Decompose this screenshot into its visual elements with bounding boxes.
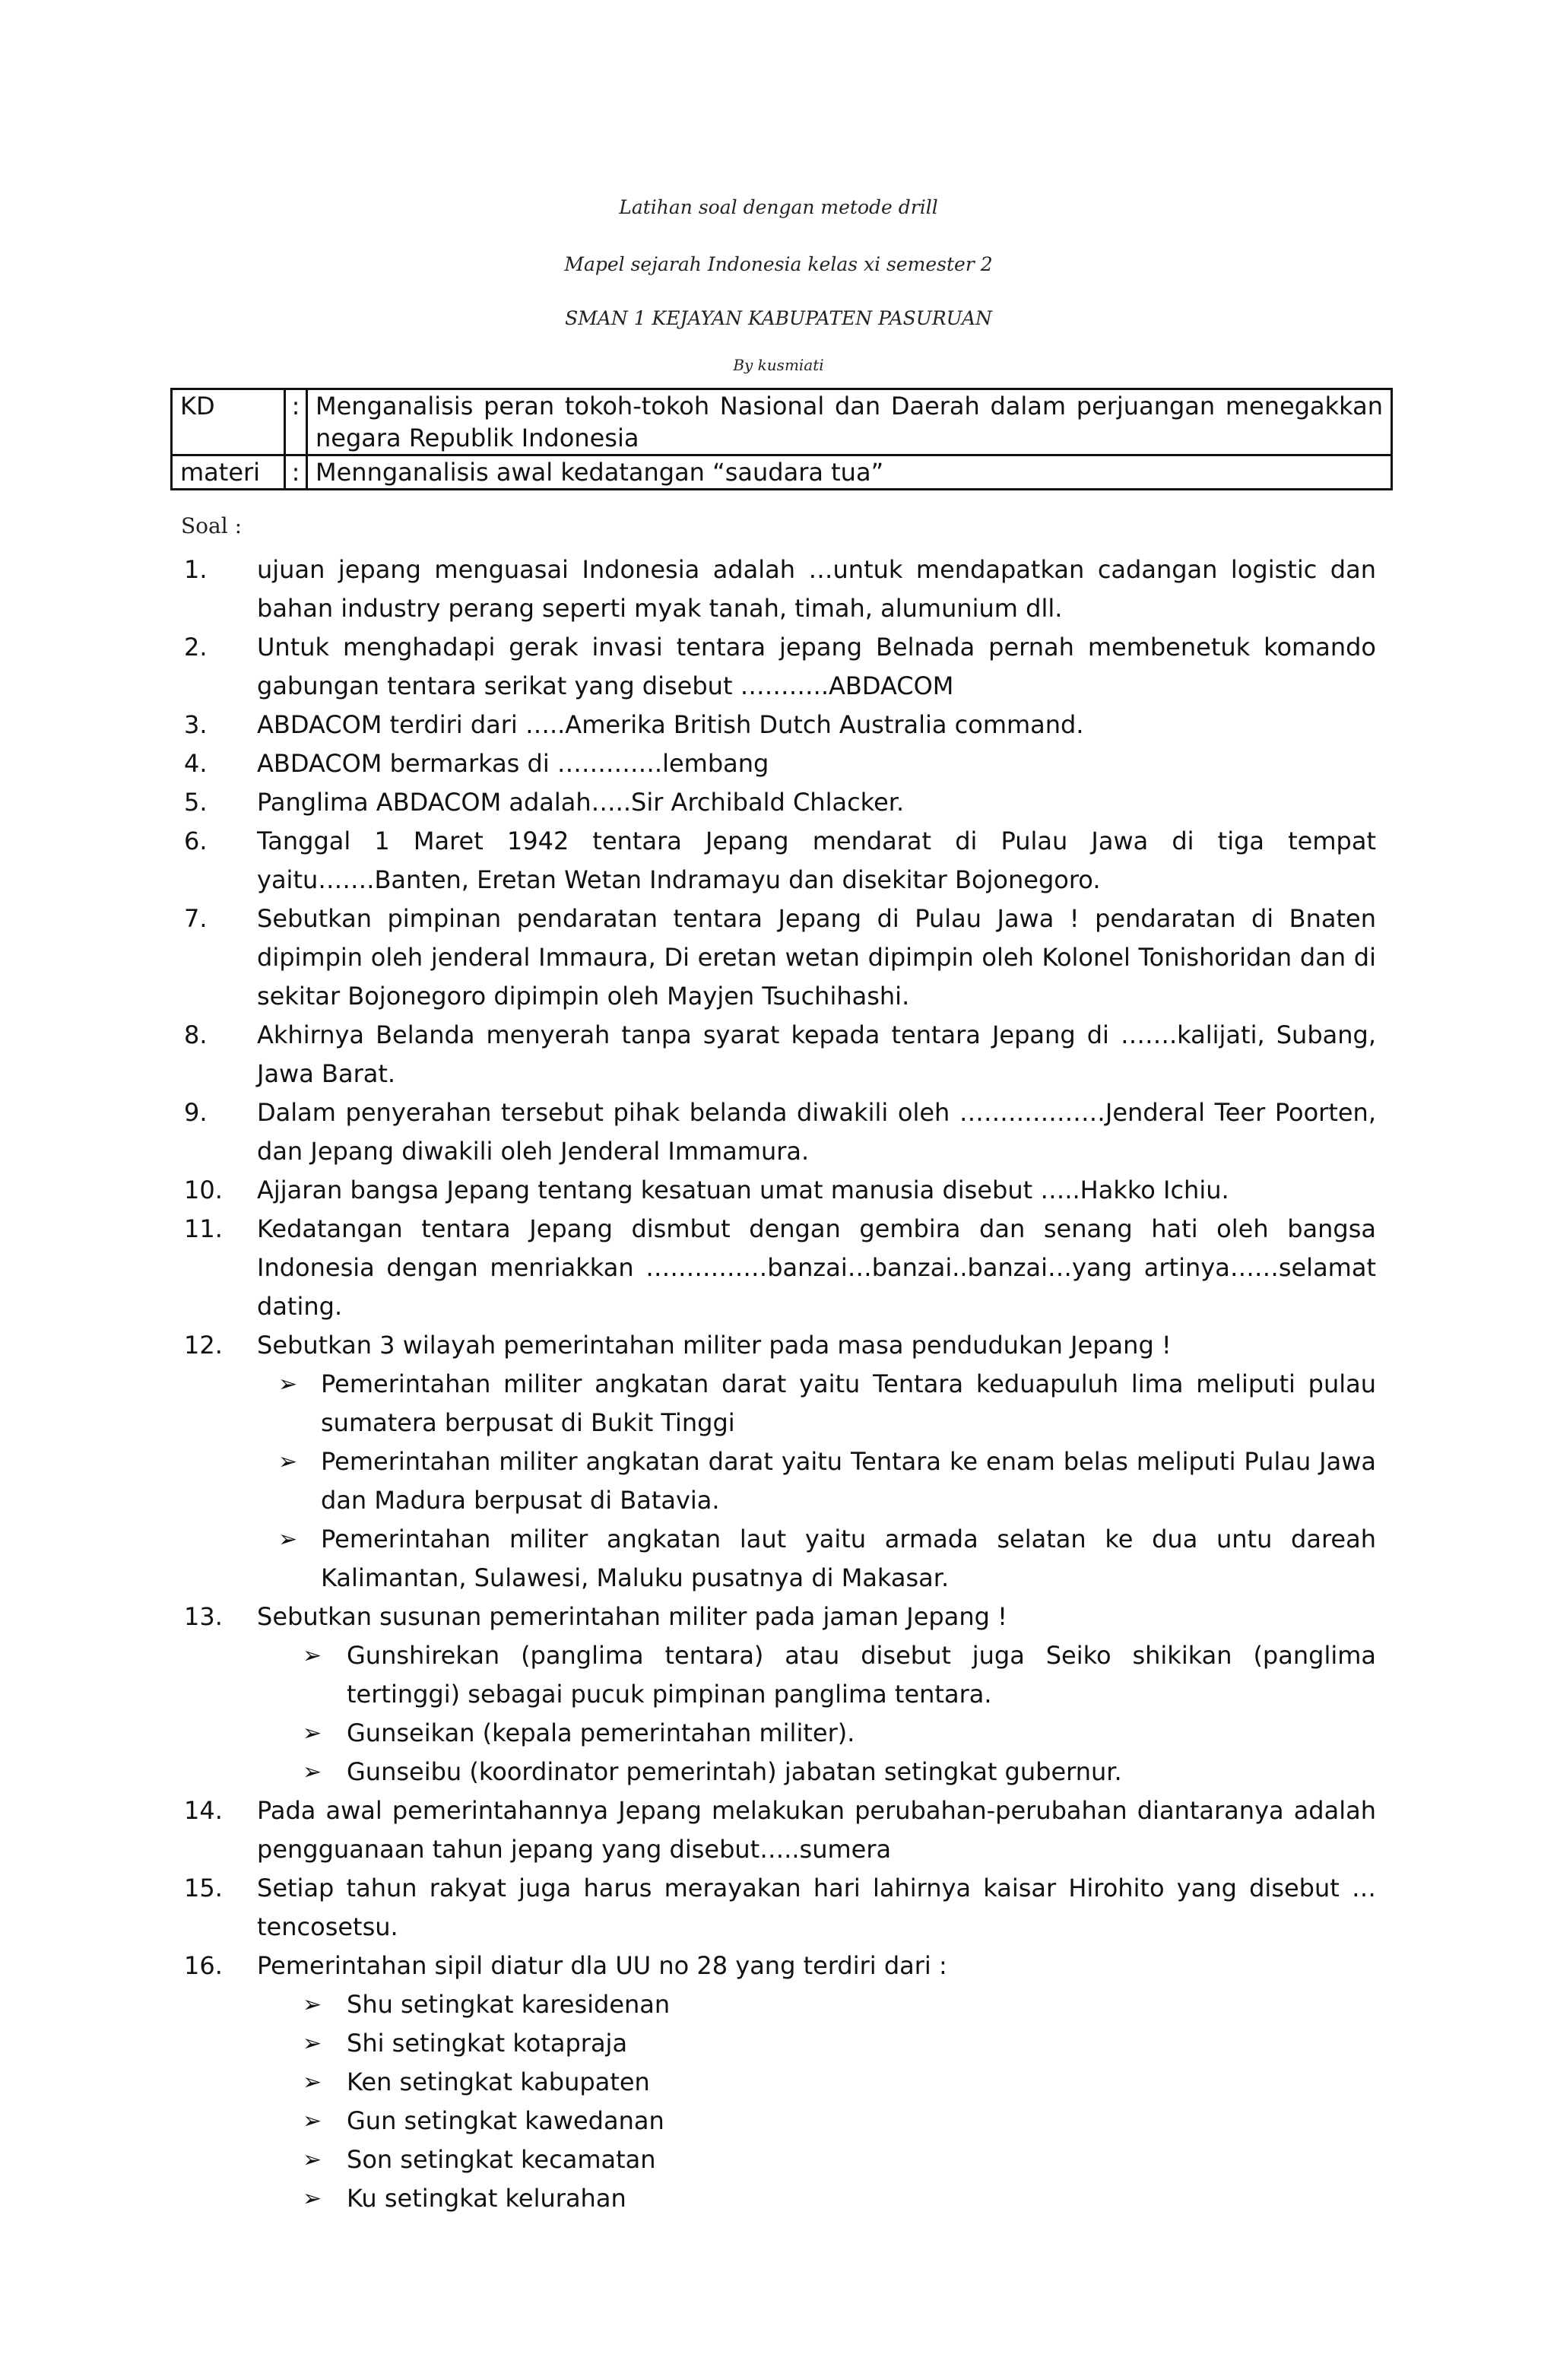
question-item: [0, 822, 1557, 900]
bullet-item: [0, 2179, 1557, 2218]
arrow-bullet-icon: ➢: [278, 1449, 298, 1475]
question-item: [0, 1210, 1557, 1326]
arrow-bullet-icon: ➢: [303, 2030, 322, 2057]
question-text: Pada awal pemerintahannya Jepang melakukan perubahan-perubahan diantaranya adalah pengguanaan tahun jepang yang disebut…..sumera: [257, 1796, 1376, 1864]
arrow-bullet-icon: ➢: [303, 1642, 322, 1669]
bullet-text: Ku setingkat kelurahan: [347, 2184, 626, 2213]
question-number: 14.: [184, 1796, 223, 1825]
question-number: 12.: [184, 1331, 223, 1360]
bullet-text: Shi setingkat kotapraja: [347, 2029, 628, 2058]
question-number: 8.: [184, 1020, 208, 1049]
question-text: Akhirnya Belanda menyerah tanpa syarat kepada tentara Jepang di …….kalijati, Subang, Jawa Barat.: [257, 1020, 1376, 1088]
question-item: [0, 1326, 1557, 1365]
question-number: 4.: [184, 749, 208, 778]
question-item: [0, 1598, 1557, 1636]
question-item: [0, 628, 1557, 706]
question-text: Setiap tahun rakyat juga harus merayakan hari lahirnya kaisar Hirohito yang disebut …tencosetsu.: [257, 1874, 1376, 1941]
kd-value: Menganalisis peran tokoh-tokoh Nasional dan Daerah dalam perjuangan menegakkan negara Republik Indonesia: [307, 389, 1392, 455]
bullet-item: [0, 1753, 1557, 1791]
question-text: Ajjaran bangsa Jepang tentang kesatuan umat manusia disebut …..Hakko Ichiu.: [257, 1176, 1229, 1204]
bullet-text: Son setingkat kecamatan: [347, 2145, 656, 2174]
arrow-bullet-icon: ➢: [303, 2069, 322, 2096]
bullet-text: Gunseikan (kepala pemerintahan militer).: [347, 1718, 855, 1747]
bullet-text: Gun setingkat kawedanan: [347, 2106, 664, 2135]
materi-separator: :: [285, 455, 307, 490]
arrow-bullet-icon: ➢: [303, 2147, 322, 2173]
question-item: [0, 900, 1557, 1016]
kd-separator: :: [285, 389, 307, 455]
question-text: Kedatangan tentara Jepang dismbut dengan gembira dan senang hati oleh bangsa Indonesia dengan menriakkan ……………banzai…banzai..banzai…yang artinya……selamat dating.: [257, 1214, 1376, 1321]
question-item: [0, 744, 1557, 783]
bullet-text: Gunseibu (koordinator pemerintah) jabatan setingkat gubernur.: [347, 1757, 1122, 1786]
bullet-item: [0, 2140, 1557, 2179]
question-item: [0, 1016, 1557, 1093]
question-item: [0, 551, 1557, 628]
kd-row: [172, 389, 1392, 455]
question-item: [0, 1791, 1557, 1869]
question-text: ABDACOM bermarkas di ………….lembang: [257, 749, 769, 778]
question-number: 10.: [184, 1176, 223, 1204]
arrow-bullet-icon: ➢: [303, 2108, 322, 2134]
bullet-text: Ken setingkat kabupaten: [347, 2067, 650, 2096]
arrow-bullet-icon: ➢: [278, 1371, 298, 1398]
question-text: ujuan jepang menguasai Indonesia adalah …untuk mendapatkan cadangan logistic dan bahan industry perang seperti myak tanah, timah, alumunium dll.: [257, 555, 1376, 623]
bullet-item: [0, 1442, 1557, 1520]
document-title: Latihan soal dengan metode drill: [619, 196, 938, 218]
bullet-item: [0, 1636, 1557, 1714]
question-number: 15.: [184, 1874, 223, 1902]
question-number: 16.: [184, 1951, 223, 1980]
question-item: [0, 1171, 1557, 1210]
bullet-item: [0, 1714, 1557, 1753]
bullet-item: [0, 1365, 1557, 1442]
question-text: Dalam penyerahan tersebut pihak belanda diwakili oleh ………………Jenderal Teer Poorten, dan Jepang diwakili oleh Jenderal Immamura.: [257, 1098, 1376, 1166]
arrow-bullet-icon: ➢: [278, 1526, 298, 1553]
question-number: 2.: [184, 633, 208, 662]
document-subtitle: Mapel sejarah Indonesia kelas xi semester 2: [564, 253, 993, 275]
bullet-item: [0, 2024, 1557, 2063]
author-line: By kusmiati: [733, 356, 824, 374]
materi-row: [172, 455, 1392, 490]
question-list: [0, 551, 1557, 2218]
bullet-text: Pemerintahan militer angkatan laut yaitu armada selatan ke dua untu dareah Kalimantan, Sulawesi, Maluku pusatnya di Makasar.: [321, 1525, 1376, 1592]
kd-label: KD: [172, 389, 285, 455]
question-text: ABDACOM terdiri dari …..Amerika British Dutch Australia command.: [257, 710, 1084, 739]
school-name: SMAN 1 KEJAYAN KABUPATEN PASURUAN: [565, 307, 992, 329]
question-item: [0, 783, 1557, 822]
question-number: 1.: [184, 555, 208, 584]
question-number: 6.: [184, 827, 208, 855]
question-item: [0, 706, 1557, 744]
question-number: 5.: [184, 788, 208, 817]
bullet-text: Pemerintahan militer angkatan darat yaitu Tentara ke enam belas meliputi Pulau Jawa dan Madura berpusat di Batavia.: [321, 1447, 1376, 1515]
question-number: 13.: [184, 1602, 223, 1631]
bullet-item: [0, 2063, 1557, 2102]
question-text: Panglima ABDACOM adalah…..Sir Archibald Chlacker.: [257, 788, 905, 817]
arrow-bullet-icon: ➢: [303, 1991, 322, 2018]
bullet-item: [0, 2102, 1557, 2140]
question-item: [0, 1947, 1557, 1985]
question-text: Tanggal 1 Maret 1942 tentara Jepang mendarat di Pulau Jawa di tiga tempat yaitu…….Banten, Eretan Wetan Indramayu dan disekitar Bojonegoro.: [257, 827, 1376, 894]
arrow-bullet-icon: ➢: [303, 1759, 322, 1785]
question-number: 3.: [184, 710, 208, 739]
question-text: Sebutkan susunan pemerintahan militer pada jaman Jepang !: [257, 1602, 1007, 1631]
soal-label: Soal :: [181, 513, 243, 538]
bullet-text: Pemerintahan militer angkatan darat yaitu Tentara keduapuluh lima meliputi pulau sumatera berpusat di Bukit Tinggi: [321, 1369, 1376, 1437]
arrow-bullet-icon: ➢: [303, 2185, 322, 2212]
question-item: [0, 1869, 1557, 1947]
question-text: Untuk menghadapi gerak invasi tentara jepang Belnada pernah membenetuk komando gabungan tentara serikat yang disebut ………..ABDACOM: [257, 633, 1376, 700]
bullet-item: [0, 1985, 1557, 2024]
question-text: Sebutkan 3 wilayah pemerintahan militer pada masa pendudukan Jepang !: [257, 1331, 1172, 1360]
materi-value: Mennganalisis awal kedatangan “saudara tua”: [307, 455, 1392, 490]
bullet-text: Shu setingkat karesidenan: [347, 1990, 671, 2019]
arrow-bullet-icon: ➢: [303, 1720, 322, 1747]
question-number: 11.: [184, 1214, 223, 1243]
question-item: [0, 1093, 1557, 1171]
materi-label: materi: [172, 455, 285, 490]
bullet-item: [0, 1520, 1557, 1598]
question-number: 7.: [184, 904, 208, 933]
bullet-text: Gunshirekan (panglima tentara) atau disebut juga Seiko shikikan (panglima tertinggi) sebagai pucuk pimpinan panglima tentara.: [347, 1641, 1376, 1709]
question-text: Pemerintahan sipil diatur dla UU no 28 yang terdiri dari :: [257, 1951, 947, 1980]
question-text: Sebutkan pimpinan pendaratan tentara Jepang di Pulau Jawa ! pendaratan di Bnaten dipimpin oleh jenderal Immaura, Di eretan wetan dipimpin oleh Kolonel Tonishoridan dan di sekitar Bojonegoro dipimpin oleh Mayjen Tsuchihashi.: [257, 904, 1376, 1011]
question-number: 9.: [184, 1098, 208, 1127]
kd-table: [170, 388, 1393, 490]
